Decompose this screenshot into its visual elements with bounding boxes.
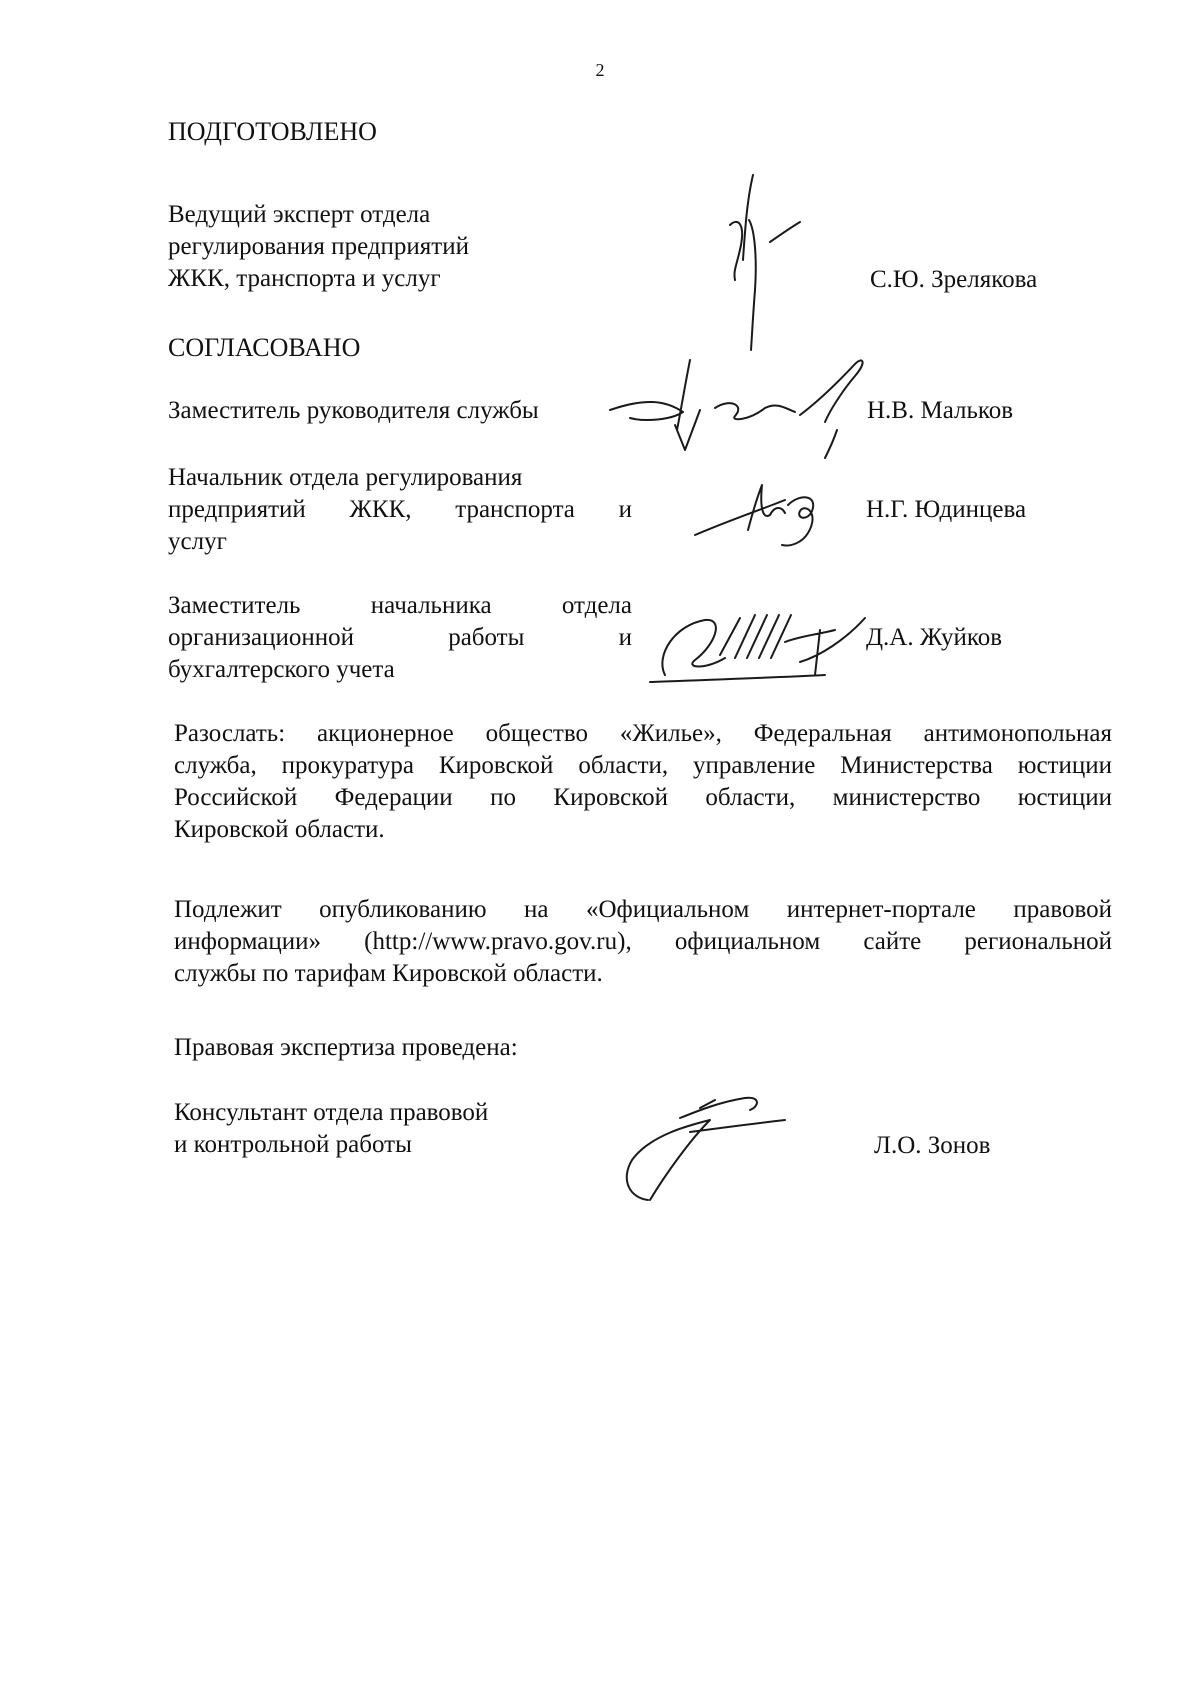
prepared-position-line: регулирования предприятий xyxy=(168,233,469,260)
agreed-position-line: организационной работы и xyxy=(168,624,632,651)
agreed-signer-name: Н.В. Мальков xyxy=(867,397,1014,424)
handwritten-signature xyxy=(645,600,875,690)
handwritten-signature xyxy=(690,475,830,555)
publication-line: Подлежит опубликованию на «Официальном интернет-портале правовой xyxy=(174,896,1112,923)
agreed-position-line: бухгалтерского учета xyxy=(168,656,395,683)
handwritten-signature xyxy=(605,350,875,460)
agreed-heading: СОГЛАСОВАНО xyxy=(168,333,361,362)
agreed-position-line: Заместитель начальника отдела xyxy=(168,592,632,619)
distribution-line: Российской Федерации по Кировской области, министерство юстиции xyxy=(174,784,1112,811)
handwritten-signature xyxy=(610,1080,810,1215)
agreed-signer-name: Н.Г. Юдинцева xyxy=(866,496,1027,523)
agreed-position-line: предприятий ЖКК, транспорта и xyxy=(168,496,632,523)
agreed-position-line: Заместитель руководителя службы xyxy=(168,397,539,424)
distribution-line: Разослать: акционерное общество «Жилье», Федеральная антимонопольная xyxy=(174,720,1112,747)
agreed-position-line: Начальник отдела регулирования xyxy=(168,464,523,491)
legal-review-heading: Правовая экспертиза проведена: xyxy=(174,1034,518,1061)
prepared-signer-name: С.Ю. Зрелякова xyxy=(870,266,1038,293)
handwritten-signature xyxy=(715,170,815,360)
legal-review-position-line: и контрольной работы xyxy=(174,1131,412,1158)
legal-review-signer-name: Л.О. Зонов xyxy=(874,1132,991,1159)
legal-review-position-line: Консультант отдела правовой xyxy=(174,1099,489,1126)
publication-line: информации» (http://www.pravo.gov.ru), официальном сайте региональной xyxy=(174,928,1112,955)
agreed-position-line: услуг xyxy=(168,528,227,555)
prepared-position-line: ЖКК, транспорта и услуг xyxy=(168,265,441,292)
page-number: 2 xyxy=(595,60,605,80)
distribution-line: Кировской области. xyxy=(174,816,385,843)
publication-line: службы по тарифам Кировской области. xyxy=(174,960,603,987)
distribution-line: служба, прокуратура Кировской области, управление Министерства юстиции xyxy=(174,752,1112,779)
prepared-heading: ПОДГОТОВЛЕНО xyxy=(168,117,377,146)
prepared-position-line: Ведущий эксперт отдела xyxy=(168,201,431,228)
agreed-signer-name: Д.А. Жуйков xyxy=(866,624,1003,651)
